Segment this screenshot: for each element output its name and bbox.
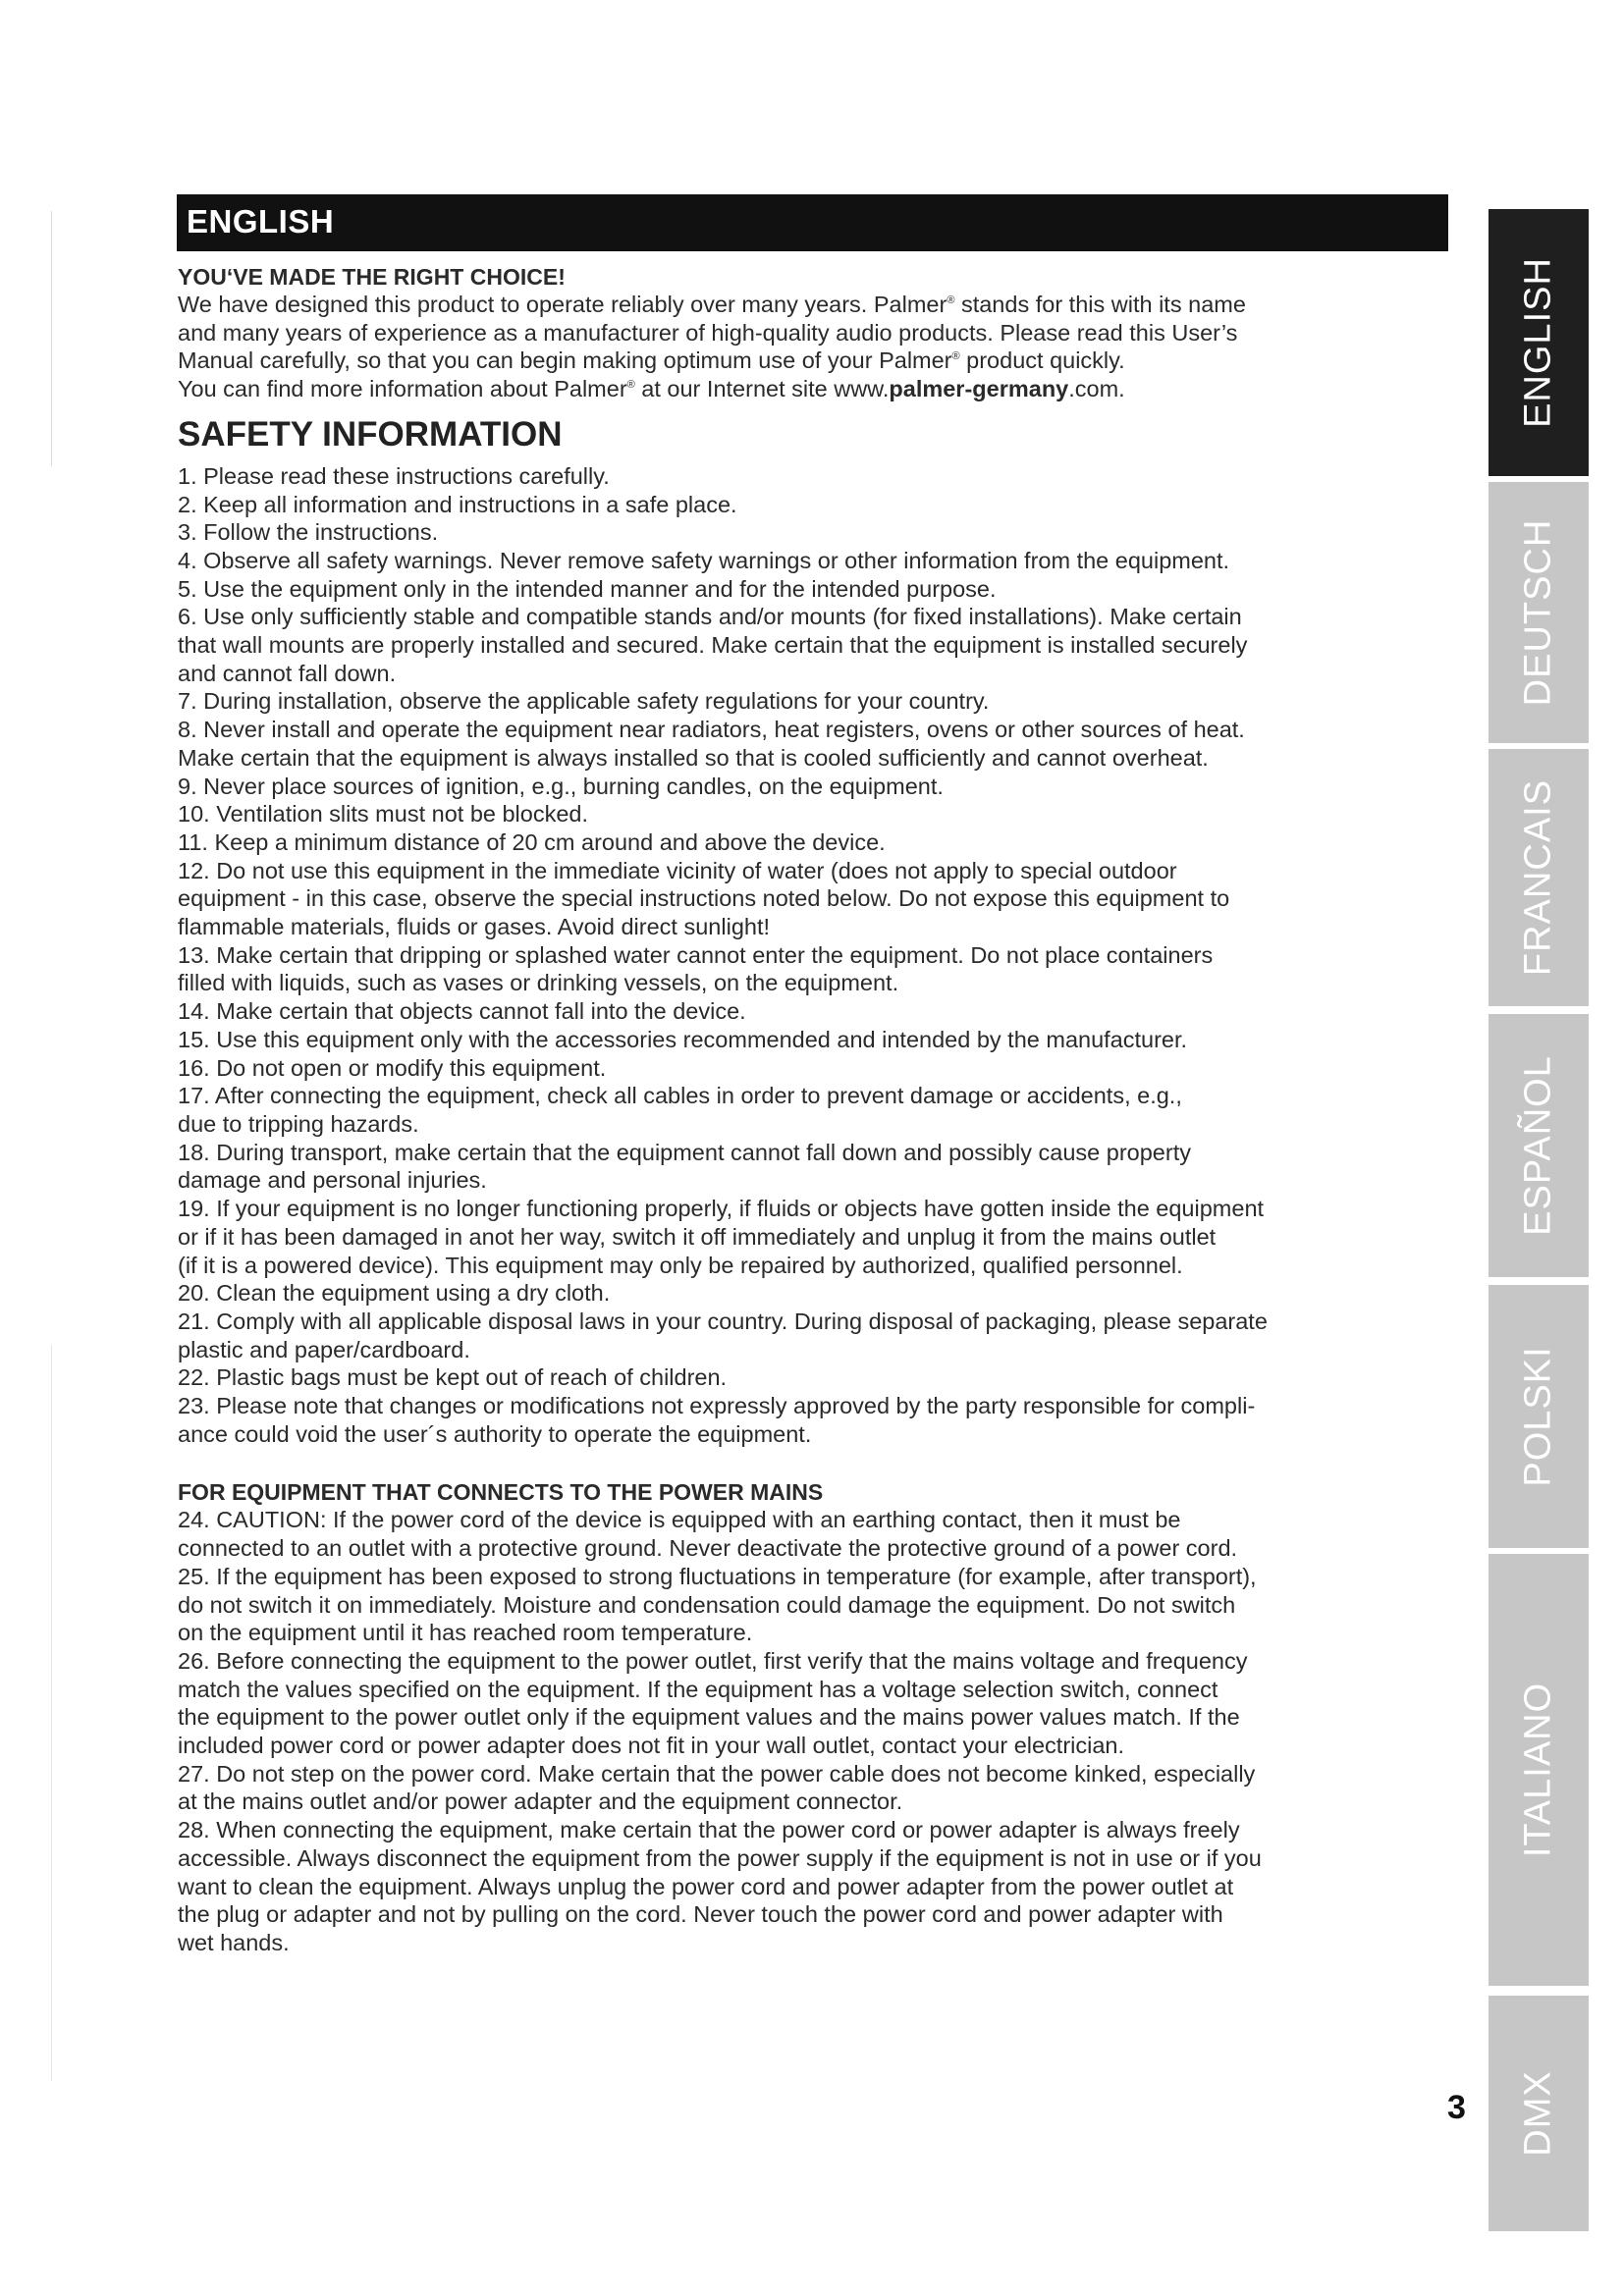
list-item: 12. Do not use this equipment in the immediate vicinity of water (does not apply to special outdoor equipment - in this case, observe the special instructions noted below. Do not expose this equipment to flammable materials, fluids or gases. Avoid direct sunlight!: [178, 857, 1230, 940]
list-item: 27. Do not step on the power cord. Make certain that the power cable does not become kinked, especially at the mains outlet and/or power adapter and the equipment connector.: [178, 1760, 1256, 1815]
list-item: 4. Observe all safety warnings. Never remove safety warnings or other information from the equipment.: [178, 547, 1230, 573]
power-mains-heading: FOR EQUIPMENT THAT CONNECTS TO THE POWER MAINS: [178, 1479, 824, 1506]
margin-rule: [51, 211, 52, 466]
power-list: [178, 1506, 1474, 1956]
registered-mark: ®: [947, 294, 955, 307]
list-item: 13. Make certain that dripping or splashed water cannot enter the equipment. Do not place containers filled with liquids, such as vases or drinking vessels, on the equipment.: [178, 941, 1214, 996]
tab-francais[interactable]: [1489, 749, 1589, 1006]
tab-label: DMX: [1517, 2070, 1559, 2157]
tab-label: POLSKI: [1517, 1346, 1559, 1487]
page-number: 3: [1447, 2089, 1466, 2126]
list-item: 7. During installation, observe the applicable safety regulations for your country.: [178, 688, 990, 715]
list-item: 10. Ventilation slits must not be blocked.: [178, 801, 589, 828]
margin-rule: [51, 1345, 52, 2081]
tab-label: ENGLISH: [1517, 257, 1559, 428]
list-item: 3. Follow the instructions.: [178, 519, 439, 546]
tab-dmx[interactable]: [1489, 1996, 1589, 2231]
registered-mark: ®: [626, 379, 635, 392]
tab-label: ITALIANO: [1517, 1682, 1559, 1858]
list-item: 11. Keep a minimum distance of 20 cm around and above the device.: [178, 828, 886, 855]
list-item: 8. Never install and operate the equipment near radiators, heat registers, ovens or other sources of heat. Make certain that the equipment is always installed so that is cooled sufficiently and cannot overheat.: [178, 717, 1245, 771]
tab-español[interactable]: [1489, 1014, 1589, 1277]
list-item: 14. Make certain that objects cannot fall into the device.: [178, 998, 746, 1025]
tab-label: ESPAÑOL: [1517, 1055, 1559, 1236]
list-item: 9. Never place sources of ignition, e.g., burning candles, on the equipment.: [178, 773, 944, 799]
list-item: 2. Keep all information and instructions in a safe place.: [178, 491, 737, 517]
intro-heading: YOU‘VE MADE THE RIGHT CHOICE!: [178, 264, 566, 290]
language-header-bar: [177, 194, 1448, 251]
list-item: 20. Clean the equipment using a dry cloth.: [178, 1280, 611, 1307]
list-item: 16. Do not open or modify this equipment.: [178, 1054, 607, 1081]
main-content: [178, 263, 1474, 1957]
list-item: 25. If the equipment has been exposed to strong fluctuations in temperature (for example, after transport), do not switch it on immediately. Moisture and condensation could damage the equipment. Do not switch on the equipment until it has reached room temperature.: [178, 1563, 1257, 1646]
list-item: 22. Plastic bags must be kept out of reach of children.: [178, 1364, 728, 1391]
list-item: 24. CAUTION: If the power cord of the device is equipped with an earthing contact, then it must be connected to an outlet with a protective ground. Never deactivate the protective ground of a power cord.: [178, 1507, 1238, 1562]
list-item: 17. After connecting the equipment, check all cables in order to prevent damage or accidents, e.g., due to tripping hazards.: [178, 1083, 1182, 1137]
list-item: 15. Use this equipment only with the accessories recommended and intended by the manufacturer.: [178, 1026, 1188, 1052]
list-item: 18. During transport, make certain that the equipment cannot fall down and possibly cause property damage and personal injuries.: [178, 1139, 1191, 1194]
list-item: 23. Please note that changes or modifications not expressly approved by the party responsible for compli- ance could void the user´s authority to operate the equipment.: [178, 1393, 1256, 1447]
list-item: 28. When connecting the equipment, make certain that the power cord or power adapter is always freely accessible. Always disconnect the equipment from the power supply if the equipment is not in use or if you want to clean the equipment. Always unplug the power cord and power adapter from the power outlet at the plug or adapter and not by pulling on the cord. Never touch the power cord and power adapter with wet hands.: [178, 1817, 1262, 1955]
tab-italiano[interactable]: [1489, 1554, 1589, 1986]
tab-deutsch[interactable]: [1489, 482, 1589, 743]
tab-english[interactable]: [1489, 209, 1589, 476]
registered-mark: ®: [951, 350, 960, 363]
list-item: 5. Use the equipment only in the intended manner and for the intended purpose.: [178, 575, 997, 602]
list-item: 21. Comply with all applicable disposal laws in your country. During disposal of packaging, please separate plastic and paper/cardboard.: [178, 1308, 1268, 1362]
safety-list: [178, 462, 1474, 1449]
list-item: 19. If your equipment is no longer functioning properly, if fluids or objects have gotten inside the equipment or if it has been damaged in anot her way, switch it off immediately and unplug it from the mains outlet (if it is a powered device). This equipment may only be repaired by authorized, qualified personnel.: [178, 1196, 1265, 1278]
tab-label: FRANCAIS: [1517, 778, 1559, 977]
language-header-label: ENGLISH: [187, 203, 335, 240]
safety-title: SAFETY INFORMATION: [178, 414, 563, 454]
list-item: 26. Before connecting the equipment to the power outlet, first verify that the mains voltage and frequency match the values specified on the equipment. If the equipment has a voltage selection switch, connect the equipment to the power outlet only if the equipment values and the mains power values match. If the included power cord or power adapter does not fit in your wall outlet, contact your electrician.: [178, 1647, 1248, 1759]
list-item: 1. Please read these instructions carefully.: [178, 462, 610, 489]
intro-paragraph: We have designed this product to operate reliably over many years. Palmer® stands for this with its name and many years of experience as a manufacturer of high-quality audio products. Please read this User’s Manual carefully, so that you can begin making optimum use of your Palmer® product quickly. You can find more information about Palmer® at our Internet site www.palmer-germany.com.: [178, 292, 1246, 402]
website-link[interactable]: palmer-germany: [889, 376, 1069, 402]
tab-label: DEUTSCH: [1517, 518, 1559, 707]
tab-polski[interactable]: [1489, 1285, 1589, 1548]
list-item: 6. Use only sufficiently stable and compatible stands and/or mounts (for fixed installations). Make certain that wall mounts are properly installed and secured. Make certain that the equipment is installed securely and cannot fall down.: [178, 604, 1248, 686]
